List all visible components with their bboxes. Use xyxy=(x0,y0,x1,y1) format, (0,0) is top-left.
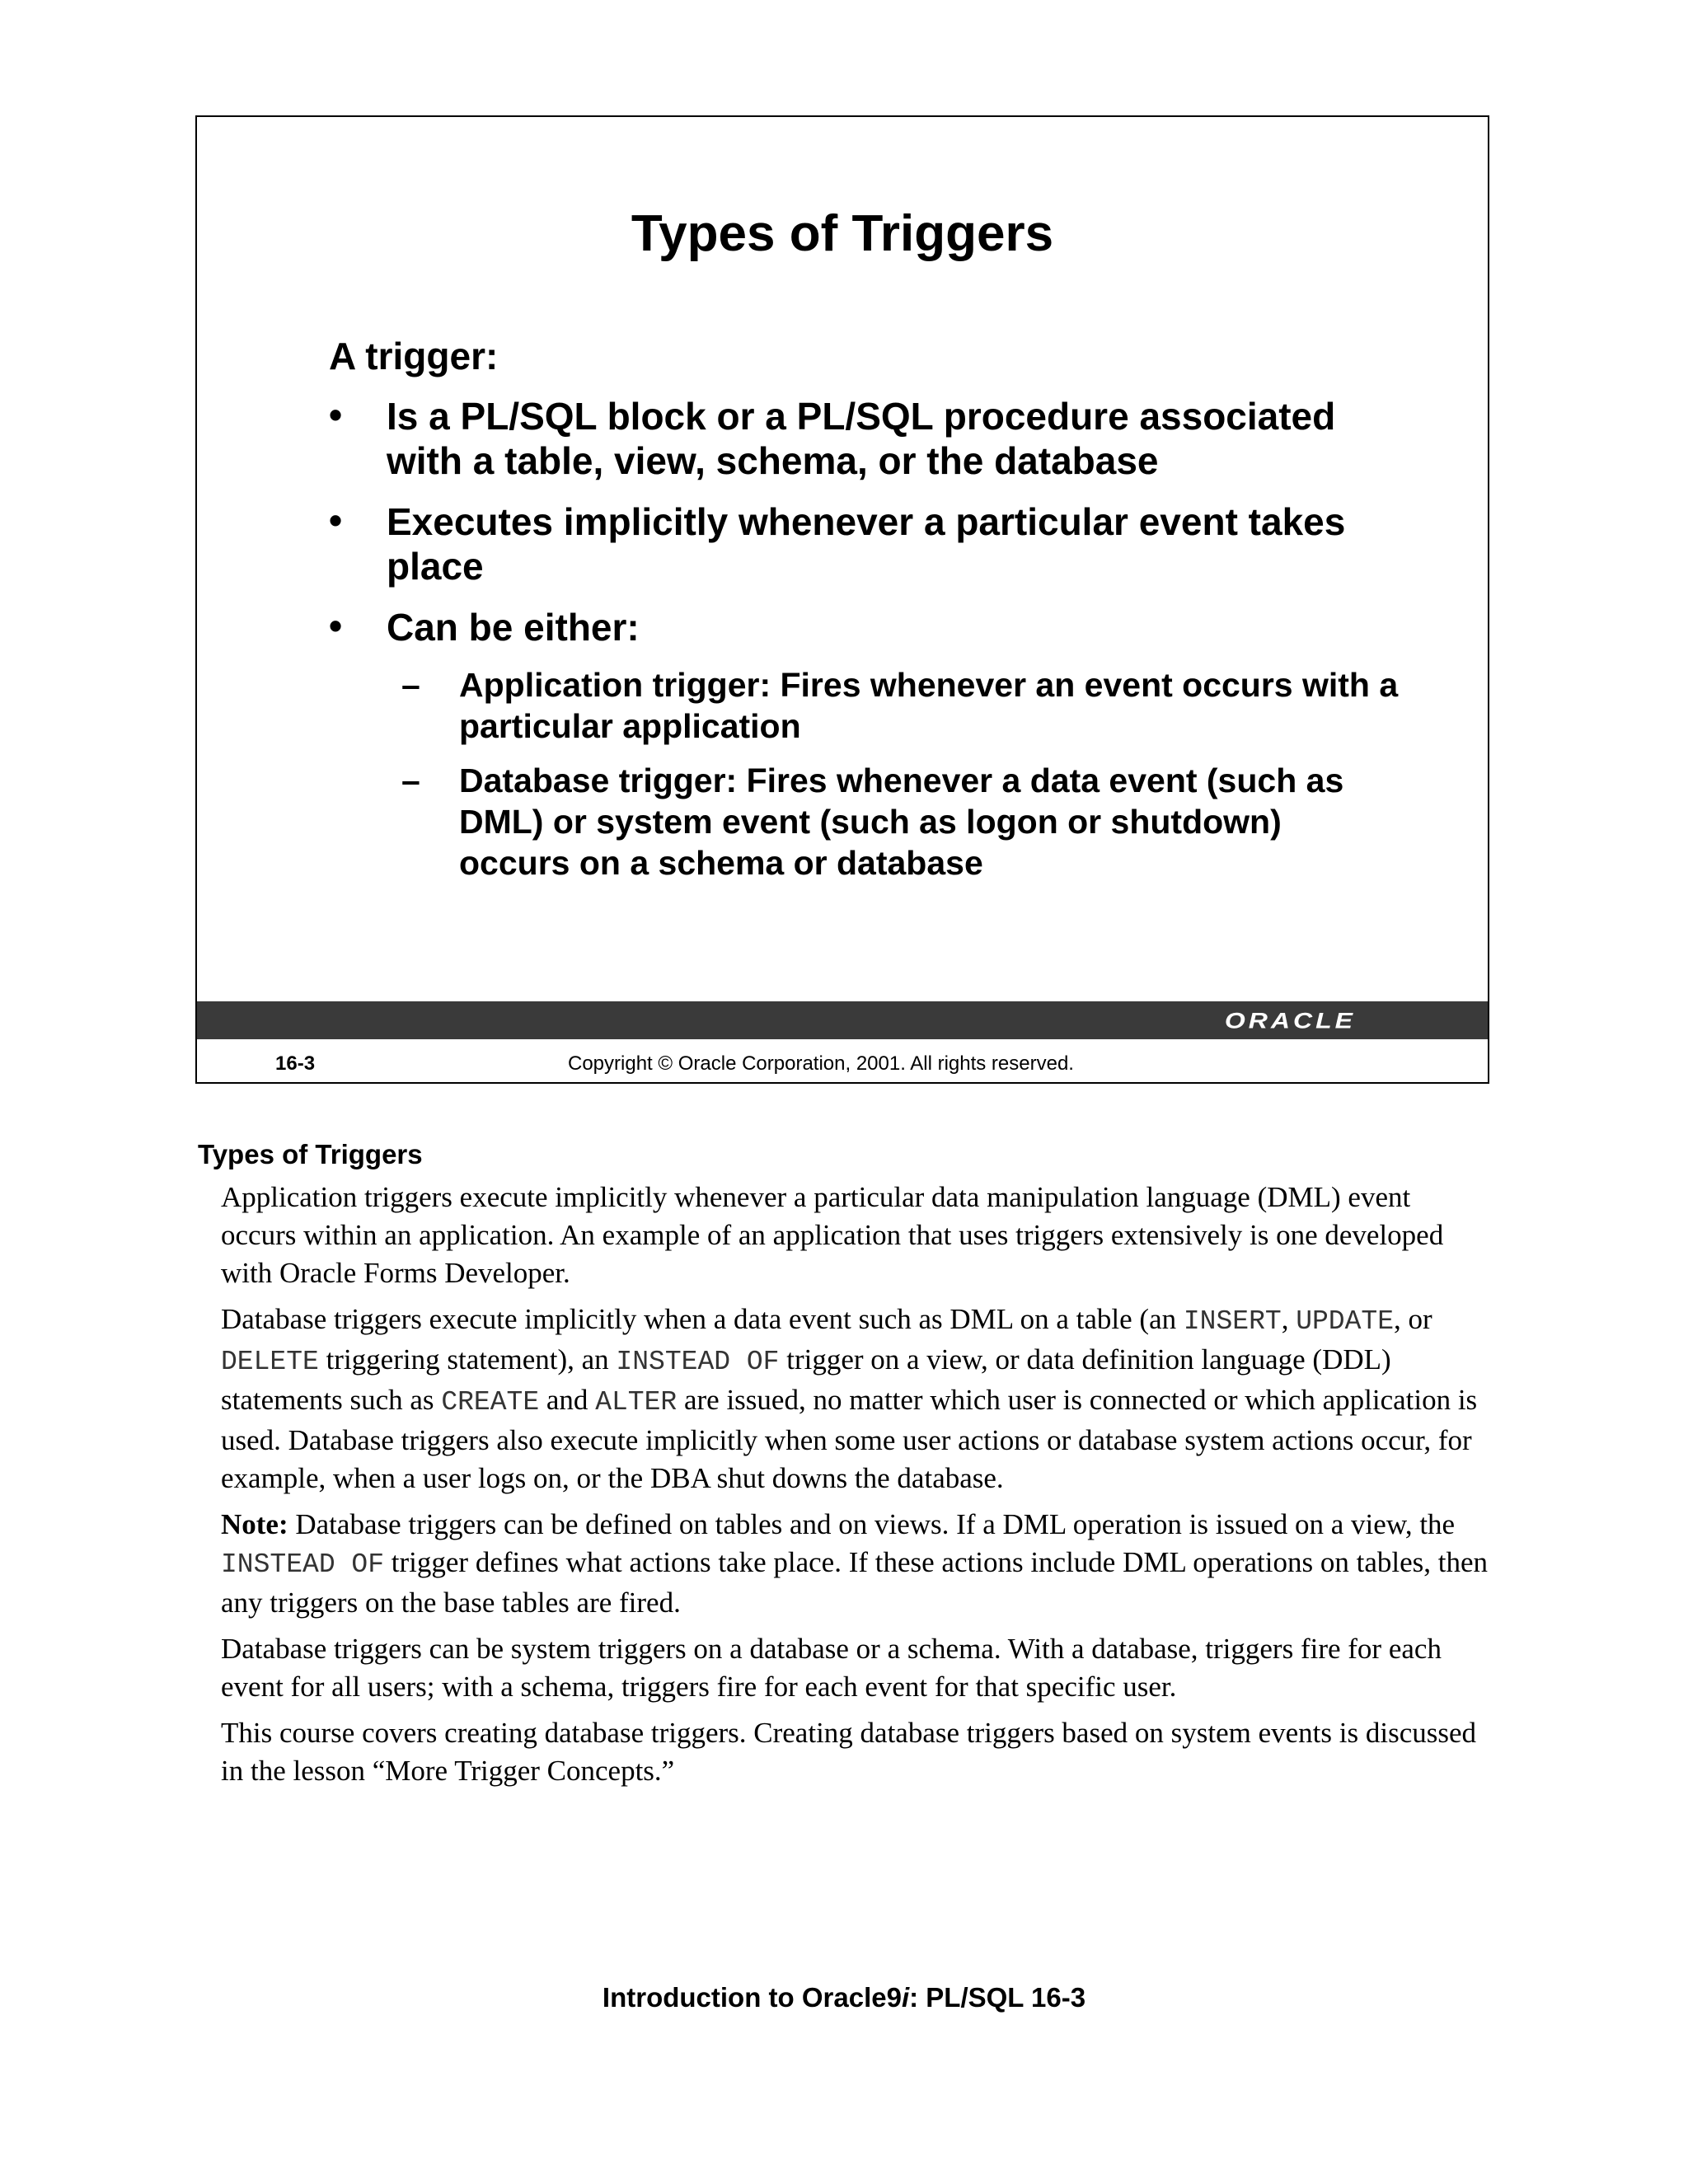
code-keyword: INSTEAD OF xyxy=(616,1347,780,1377)
subbullet-text: Database trigger: Fires whenever a data event (such as DML) or system event (such as logon or shutdown) occurs on a schema or database xyxy=(459,762,1344,882)
footer-italic: i xyxy=(901,1982,910,2013)
slide-footer xyxy=(197,1039,1488,1082)
page-footer xyxy=(0,1981,1688,2014)
slide-title: Types of Triggers xyxy=(631,205,1054,262)
oracle-logo: ORACLE xyxy=(1224,1007,1356,1033)
notes-paragraph xyxy=(221,1301,1490,1497)
text-run: are issued, no matter which user is connected or which application is used. Database triggers also execute implicitly when some user actions or database system actions occur, for example, when a user logs on, or the DBA shut downs the database. xyxy=(221,1384,1478,1494)
slide-frame xyxy=(195,115,1489,1084)
notes-body xyxy=(221,1179,1490,1798)
dash-icon: – xyxy=(401,666,420,704)
bullet-dot-icon: • xyxy=(329,393,343,436)
bullet-text: Is a PL/SQL block or a PL/SQL procedure associated with a table, view, schema, or the database xyxy=(387,395,1336,482)
text-run: Database triggers can be defined on tables and on views. If a DML operation is issued on a view, the xyxy=(288,1508,1456,1540)
text-run: , or xyxy=(1394,1303,1432,1335)
notes-paragraph: This course covers creating database triggers. Creating database triggers based on system events is discussed in the lesson “More Trigger Concepts.” xyxy=(221,1717,1477,1787)
dash-icon: – xyxy=(401,762,420,799)
subbullet-text: Application trigger: Fires whenever an event occurs with a particular application xyxy=(459,666,1399,745)
slide-footer-bar xyxy=(197,1001,1488,1039)
text-run: and xyxy=(539,1384,596,1416)
bullet-dot-icon: • xyxy=(329,604,343,647)
bullet-text: Can be either: xyxy=(387,606,640,649)
slide-number: 16-3 xyxy=(275,1052,316,1075)
notes-paragraph: Database triggers can be system triggers on a database or a schema. With a database, triggers fire for each event for all users; with a schema, triggers fire for each event for that specific user. xyxy=(221,1633,1442,1703)
code-keyword: UPDATE xyxy=(1296,1306,1395,1337)
note-label: Note: xyxy=(221,1508,288,1540)
bullet-text: Executes implicitly whenever a particular event takes place xyxy=(387,500,1346,588)
slide-lead: A trigger: xyxy=(329,335,499,377)
text-run: trigger on a view, or data definition language (DDL) statements such as xyxy=(221,1343,1391,1416)
notes-paragraph xyxy=(221,1506,1490,1622)
bullet-list xyxy=(329,394,1400,900)
footer-text: : PL/SQL 16-3 xyxy=(909,1982,1086,2013)
bullet-item xyxy=(329,605,1400,883)
code-keyword: DELETE xyxy=(221,1347,319,1377)
code-keyword: CREATE xyxy=(441,1387,540,1418)
bullet-item xyxy=(329,499,1400,588)
text-run: , xyxy=(1281,1303,1296,1335)
code-keyword: ALTER xyxy=(595,1387,678,1418)
code-keyword: INSERT xyxy=(1183,1306,1282,1337)
notes-heading: Types of Triggers xyxy=(198,1139,423,1169)
bullet-dot-icon: • xyxy=(329,499,343,541)
subbullet-list xyxy=(387,664,1400,883)
code-keyword: INSTEAD OF xyxy=(221,1549,385,1580)
text-run: trigger defines what actions take place. If these actions include DML operations on tables, then any triggers on the base tables are fired. xyxy=(221,1546,1489,1619)
notes-paragraph: Application triggers execute implicitly whenever a particular data manipulation language (DML) event occurs within an application. An example of an application that uses triggers extensively is one developed with Oracle Forms Developer. xyxy=(221,1181,1444,1289)
text-run: Database triggers execute implicitly when a data event such as DML on a table (an xyxy=(221,1303,1184,1335)
text-run: triggering statement), an xyxy=(318,1343,617,1376)
bullet-item xyxy=(329,394,1400,483)
slide-copyright: Copyright © Oracle Corporation, 2001. All rights reserved. xyxy=(568,1052,1074,1075)
subbullet-item xyxy=(387,664,1399,747)
footer-text: Introduction to Oracle9 xyxy=(602,1982,902,2013)
subbullet-item xyxy=(387,760,1399,883)
